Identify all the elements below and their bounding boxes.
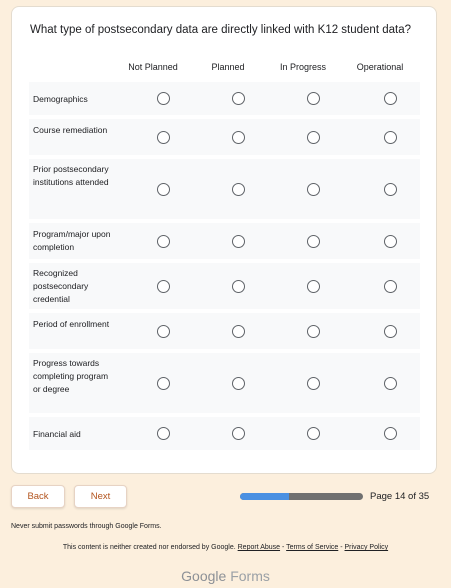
radio-not-planned[interactable] <box>157 131 170 144</box>
radio-in-progress[interactable] <box>307 183 320 196</box>
grid-row-progress-towards-degree <box>29 353 420 413</box>
google-wordmark: Google <box>181 568 227 584</box>
radio-operational[interactable] <box>384 183 397 196</box>
row-label: Program/major upon completion <box>33 229 111 252</box>
column-header-not-planned: Not Planned <box>128 62 178 72</box>
radio-not-planned[interactable] <box>157 92 170 105</box>
radio-planned[interactable] <box>232 235 245 248</box>
radio-in-progress[interactable] <box>307 131 320 144</box>
page-indicator: Page 14 of 35 <box>370 491 430 502</box>
google-forms-logo[interactable] <box>0 568 451 584</box>
radio-not-planned[interactable] <box>157 183 170 196</box>
radio-planned[interactable] <box>232 183 245 196</box>
row-label: Period of enrollment <box>33 319 110 329</box>
radio-in-progress[interactable] <box>307 427 320 440</box>
next-button[interactable]: Next <box>74 485 127 508</box>
footer-separator: - <box>280 544 287 551</box>
radio-operational[interactable] <box>384 131 397 144</box>
radio-operational[interactable] <box>384 427 397 440</box>
radio-planned[interactable] <box>232 377 245 390</box>
back-button[interactable]: Back <box>11 485 65 508</box>
radio-in-progress[interactable] <box>307 377 320 390</box>
terms-link[interactable]: Terms of Service <box>286 544 339 551</box>
radio-planned[interactable] <box>232 325 245 338</box>
column-header-in-progress: In Progress <box>279 62 327 72</box>
radio-not-planned[interactable] <box>157 280 170 293</box>
radio-not-planned[interactable] <box>157 377 170 390</box>
radio-operational[interactable] <box>384 235 397 248</box>
progress-bar <box>240 493 363 500</box>
forms-wordmark: Forms <box>230 568 270 584</box>
row-label: Progress towards completing program or degree <box>33 358 109 394</box>
row-label: Financial aid <box>33 429 81 439</box>
radio-not-planned[interactable] <box>157 427 170 440</box>
row-label: Demographics <box>33 94 88 104</box>
radio-planned[interactable] <box>232 131 245 144</box>
radio-operational[interactable] <box>384 92 397 105</box>
radio-not-planned[interactable] <box>157 235 170 248</box>
footer-separator: - <box>338 544 345 551</box>
radio-in-progress[interactable] <box>307 280 320 293</box>
question-title: What type of postsecondary data are directly linked with K12 student data? <box>30 24 411 36</box>
column-header-planned: Planned <box>211 62 245 72</box>
disclaimer-text: This content is neither created nor endorsed by Google. <box>62 544 236 551</box>
radio-planned[interactable] <box>232 427 245 440</box>
progress-bar-fill <box>240 493 289 500</box>
grid-row-program-major <box>29 223 420 259</box>
grid-row-prior-institutions <box>29 159 420 219</box>
radio-operational[interactable] <box>384 325 397 338</box>
form-card <box>11 6 437 474</box>
privacy-link[interactable]: Privacy Policy <box>344 544 389 551</box>
column-header-operational: Operational <box>356 62 404 72</box>
radio-operational[interactable] <box>384 377 397 390</box>
radio-in-progress[interactable] <box>307 325 320 338</box>
report-abuse-link[interactable]: Report Abuse <box>237 544 281 551</box>
password-warning: Never submit passwords through Google Forms. <box>11 523 162 530</box>
footer-disclaimer <box>0 544 451 551</box>
row-label: Course remediation <box>33 125 108 135</box>
row-label: Prior postsecondary institutions attended <box>33 164 109 187</box>
radio-in-progress[interactable] <box>307 92 320 105</box>
grid-row-recognized-credential <box>29 263 420 309</box>
radio-planned[interactable] <box>232 280 245 293</box>
grid-row-demographics <box>29 82 420 115</box>
grid-row-course-remediation <box>29 119 420 155</box>
row-label: Recognized postsecondary credential <box>33 268 89 304</box>
radio-planned[interactable] <box>232 92 245 105</box>
radio-in-progress[interactable] <box>307 235 320 248</box>
radio-not-planned[interactable] <box>157 325 170 338</box>
radio-operational[interactable] <box>384 280 397 293</box>
grid-row-financial-aid <box>29 417 420 450</box>
grid-row-period-of-enrollment <box>29 313 420 349</box>
